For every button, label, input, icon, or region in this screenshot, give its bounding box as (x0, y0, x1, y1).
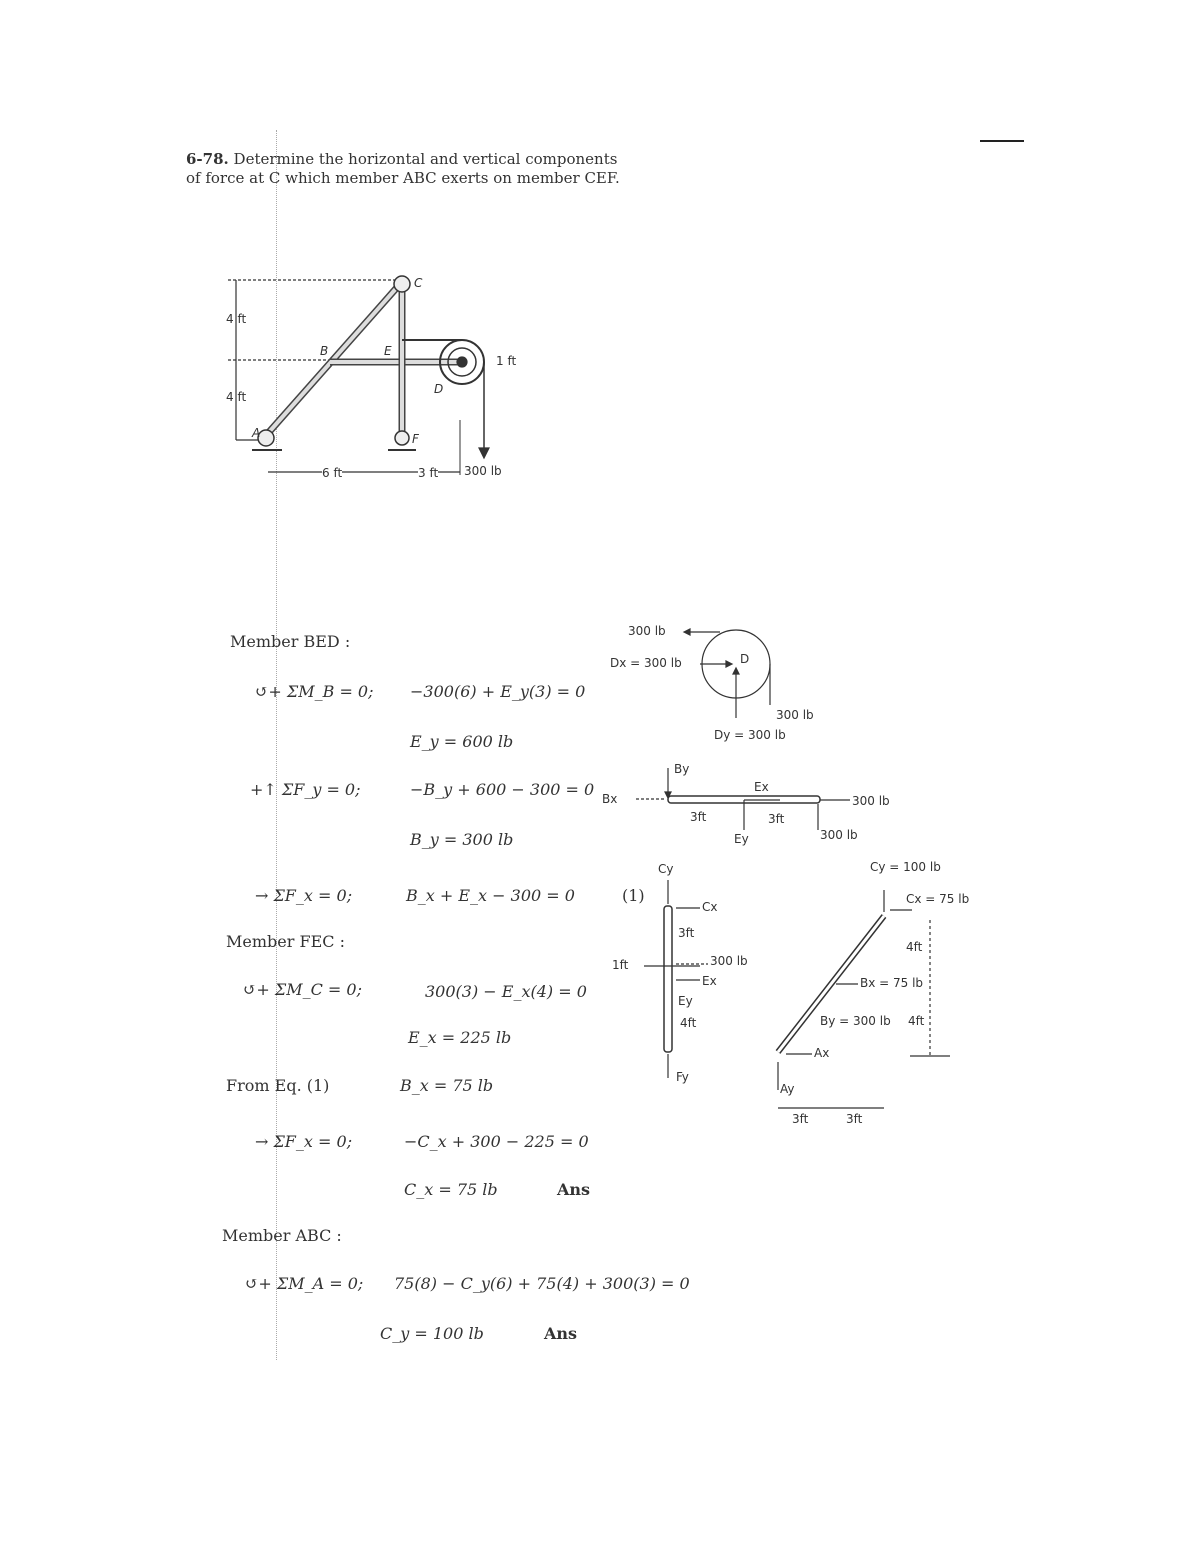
sk-pulley-d: D (740, 652, 750, 666)
abc-r1-eq: 75(8) − C_y(6) + 75(4) + 300(3) = 0 (394, 1274, 690, 1293)
bed-r5-label: → ΣF_x = 0; (255, 886, 353, 905)
sk-cef-1ft: 1ft (612, 958, 629, 972)
cef-fbd-bar (664, 906, 672, 1052)
fec-answer: Ans (557, 1180, 591, 1199)
fig-point-c: C (414, 276, 423, 290)
sk-bed-3ft-a: 3ft (690, 810, 707, 824)
sk-abc-4ft-b: 4ft (908, 1014, 925, 1028)
sk-bed-3ft-b: 3ft (768, 812, 785, 826)
fig-load: 300 lb (464, 464, 502, 478)
abc-fbd (778, 890, 950, 1108)
fec-heading: Member FEC : (226, 932, 345, 951)
sk-bed-ey: Ey (734, 832, 749, 846)
cef-fbd (644, 880, 708, 1078)
fig-dim-top: 4 ft (226, 312, 247, 326)
fig-point-b: B (320, 344, 329, 358)
fec-r2-eq: E_x = 225 lb (408, 1028, 512, 1047)
bed-r4-eq: B_y = 300 lb (410, 830, 514, 849)
bed-r3-label: +↑ ΣF_y = 0; (250, 780, 361, 799)
sk-abc-3ft-a: 3ft (792, 1112, 809, 1126)
sk-cef-4ft: 4ft (680, 1016, 697, 1030)
problem-line1: Determine the horizontal and vertical components (233, 150, 618, 168)
sk-cef-300: 300 lb (710, 954, 748, 968)
bed-r2-eq: E_y = 600 lb (410, 732, 514, 751)
fig-point-f: F (412, 432, 419, 446)
fec-r1-eq: 300(3) − E_x(4) = 0 (425, 982, 587, 1001)
sk-cef-cy: Cy (658, 862, 674, 876)
sk-pulley-dx: Dx = 300 lb (610, 656, 682, 670)
pulley-center (457, 357, 467, 367)
problem-number: 6-78. (186, 150, 229, 168)
sk-cef-fy: Fy (676, 1070, 689, 1084)
abc-r1-label: ↺+ ΣM_A = 0; (245, 1274, 364, 1293)
sk-abc-4ft-a: 4ft (906, 940, 923, 954)
sk-cef-cx: Cx (702, 900, 718, 914)
fec-r4-label: → ΣF_x = 0; (255, 1132, 353, 1151)
sk-pulley-dy: Dy = 300 lb (714, 728, 786, 742)
pulley-fbd (684, 629, 770, 718)
abc-heading: Member ABC : (222, 1226, 342, 1245)
sk-cef-ex: Ex (702, 974, 717, 988)
fec-r1-label: ↺+ ΣM_C = 0; (243, 980, 362, 999)
fig-point-e: E (384, 344, 392, 358)
sk-pulley-top: 300 lb (628, 624, 666, 638)
bed-r1-eq: −300(6) + E_y(3) = 0 (410, 682, 586, 701)
sk-abc-cy: Cy = 100 lb (870, 860, 941, 874)
problem-line2: of force at C which member ABC exerts on member CEF. (186, 169, 620, 187)
sk-abc-cx: Cx = 75 lb (906, 892, 970, 906)
fig-dim-6ft: 6 ft (322, 466, 343, 480)
fec-r4-eq: −C_x + 300 − 225 = 0 (404, 1132, 589, 1151)
fig-dim-3ft: 3 ft (418, 466, 439, 480)
sk-abc-3ft-b: 3ft (846, 1112, 863, 1126)
sk-abc-bx: Bx = 75 lb (860, 976, 924, 990)
bed-r5-eq: B_x + E_x − 300 = 0 (406, 886, 575, 905)
fig-dim-bottom: 4 ft (226, 390, 247, 404)
sk-bed-300-d: 300 lb (820, 828, 858, 842)
sk-bed-by: By (674, 762, 690, 776)
abc-r2-eq: C_y = 100 lb (380, 1324, 484, 1343)
sk-cef-3ft: 3ft (678, 926, 695, 940)
fec-r3-eq: B_x = 75 lb (400, 1076, 494, 1095)
bed-r5-num: (1) (622, 886, 645, 905)
sk-abc-ay: Ay (780, 1082, 795, 1096)
sk-cef-ey: Ey (678, 994, 693, 1008)
bed-r3-eq: −B_y + 600 − 300 = 0 (410, 780, 595, 799)
fig-point-d: D (434, 382, 444, 396)
pin-c (394, 276, 410, 292)
sk-bed-bx: Bx (602, 792, 618, 806)
sk-bed-ex: Ex (754, 780, 769, 794)
sk-bed-300-r: 300 lb (852, 794, 890, 808)
sk-pulley-down: 300 lb (776, 708, 814, 722)
bed-fbd (636, 768, 850, 830)
bed-r1-label: ↺+ ΣM_B = 0; (255, 682, 374, 701)
pin-f (395, 431, 409, 445)
sk-abc-by: By = 300 lb (820, 1014, 891, 1028)
sk-abc-ax: Ax (814, 1046, 830, 1060)
frame-figure (228, 276, 489, 475)
fec-r3-label: From Eq. (1) (226, 1076, 330, 1095)
fig-point-a: A (252, 426, 261, 440)
pin-a (258, 430, 274, 446)
abc-answer: Ans (544, 1324, 578, 1343)
bed-heading: Member BED : (230, 632, 351, 651)
load-arrow (479, 448, 489, 458)
fec-r5-eq: C_x = 75 lb (404, 1180, 498, 1199)
fig-radius: 1 ft (496, 354, 517, 368)
